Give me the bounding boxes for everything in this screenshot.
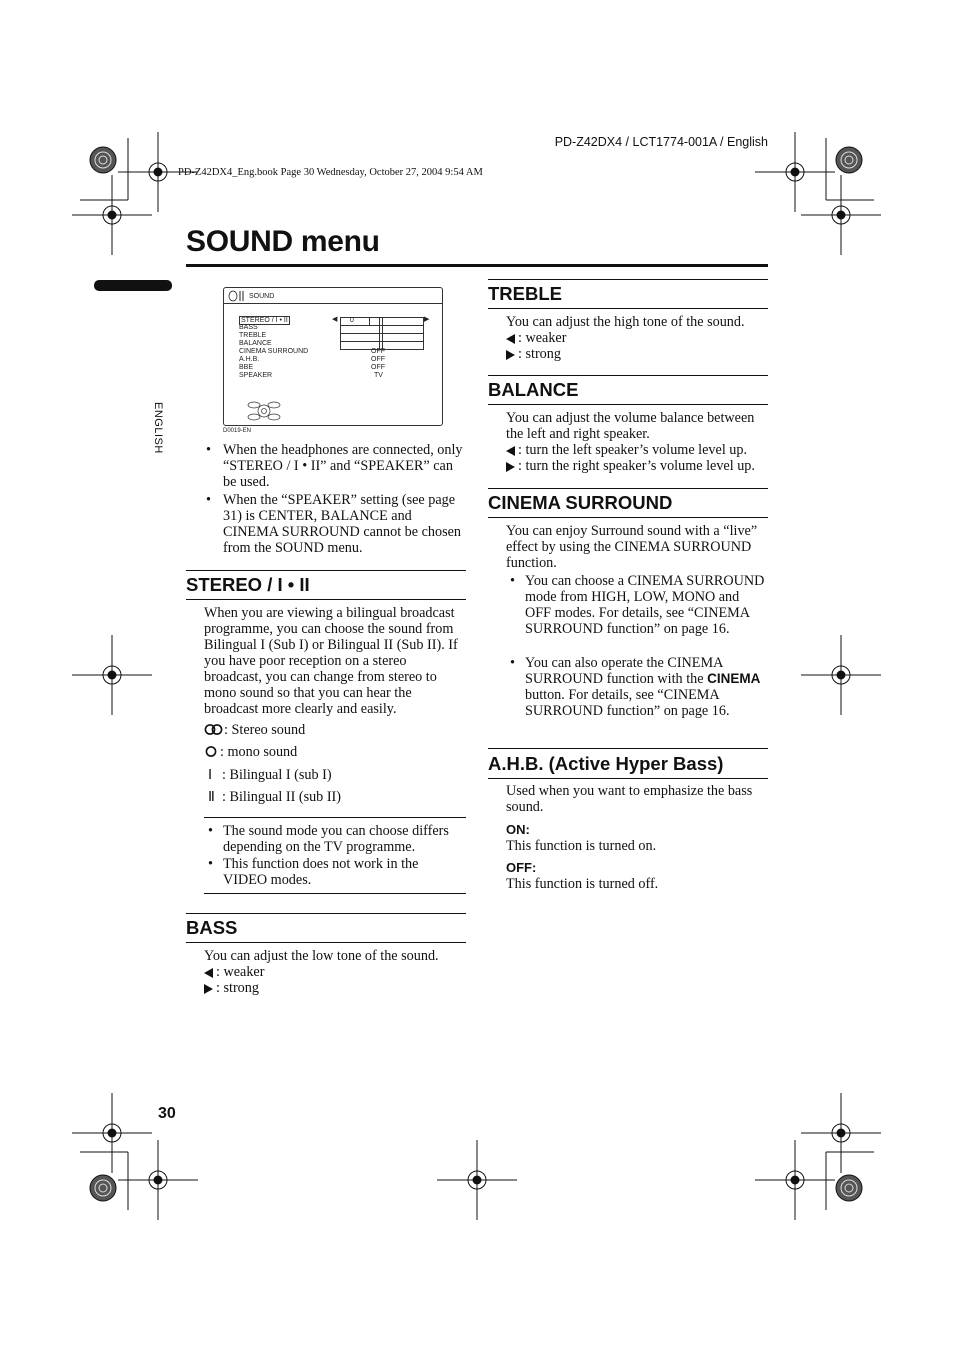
screen-value-zero: 0 (350, 317, 354, 324)
side-label: ENGLISH (152, 402, 164, 454)
title-rule (186, 264, 768, 267)
treble-body: You can adjust the high tone of the sound. (506, 314, 745, 330)
bilingual-2-row: Ⅱ : Bilingual II (sub II) (208, 789, 341, 805)
left-arrow-icon (506, 334, 515, 344)
bass-body: You can adjust the low tone of the sound. (204, 948, 439, 964)
section-rule (488, 778, 768, 779)
ahb-off-label: OFF: (506, 860, 537, 875)
ahb-on-text: This function is turned on. (506, 838, 657, 854)
screen-menu-name: SOUND (249, 293, 275, 300)
screen-item: TREBLE (239, 332, 267, 339)
section-rule (186, 913, 466, 914)
note-rule (204, 817, 466, 818)
stereo-icon (204, 724, 224, 735)
screen-item: CINEMA SURROUND (239, 348, 309, 355)
cinema-body: You can enjoy Surround sound with a “live” effect by using the CINEMA SURROUND function. (506, 523, 758, 571)
right-arrow-icon (506, 350, 515, 360)
bilingual-1-icon: Ⅰ (208, 767, 213, 783)
sound-icon (228, 290, 246, 302)
doc-code: PD-Z42DX4 / LCT1774-001A / English (554, 135, 768, 149)
balance-body: You can adjust the volume balance between the left and right speaker. (506, 410, 755, 442)
screen-value: OFF (371, 348, 385, 355)
ahb-on-label: ON: (506, 822, 530, 837)
stereo-mode-row: : Stereo sound (204, 722, 305, 738)
screen-header-rule (224, 303, 442, 304)
section-rule (186, 570, 466, 571)
mono-icon (204, 746, 220, 757)
section-rule (488, 279, 768, 280)
screen-item: BALANCE (239, 340, 272, 347)
balance-heading: BALANCE (488, 379, 579, 400)
page-title: SOUND menu (186, 225, 380, 258)
left-arrow-icon (204, 968, 213, 978)
ahb-body: Used when you want to emphasize the bass sound. (506, 783, 753, 815)
right-arrow-icon (204, 984, 213, 994)
balance-left: : turn the left speaker’s volume level up. (506, 442, 768, 458)
stereo-body: When you are viewing a bilingual broadcast programme, you can choose the sound from Bilingual I (Sub I) or Bilingual II (Sub II). If you have poor reception on a stereo broadcast, you can change from stereo to mono sound so that you can hear the broadcast more clearly and easily. (204, 605, 458, 717)
screen-item: STEREO / I • II (241, 317, 288, 324)
section-rule (488, 748, 768, 749)
sound-menu-screen (223, 287, 443, 426)
balance-right: : turn the right speaker’s volume level up. (506, 458, 768, 474)
screen-left-arrow: ◀ (332, 316, 338, 323)
section-rule (488, 488, 768, 489)
section-rule (186, 599, 466, 600)
bass-weaker: : weaker (204, 964, 264, 980)
bass-strong: : strong (204, 980, 259, 996)
page-number: 30 (158, 1105, 176, 1122)
bilingual-2-icon: Ⅱ (208, 789, 215, 805)
screen-value: OFF (371, 364, 385, 371)
screen-value: TV (374, 372, 383, 379)
screen-item: BBE (239, 364, 254, 371)
bass-heading: BASS (186, 917, 238, 938)
section-rule (488, 308, 768, 309)
screen-caption: D0019-EN (223, 428, 252, 434)
screen-right-arrow: ▶ (424, 316, 430, 323)
left-arrow-icon (506, 446, 515, 456)
screen-item: BASS (239, 324, 258, 331)
remote-navigation-icon (246, 400, 282, 422)
bilingual-1-row: Ⅰ : Bilingual I (sub I) (208, 767, 332, 783)
section-rule (488, 404, 768, 405)
mono-mode-row: : mono sound (204, 744, 297, 760)
screen-item: SPEAKER (239, 372, 273, 379)
treble-weaker: : weaker (506, 330, 566, 346)
ahb-heading: A.H.B. (Active Hyper Bass) (488, 753, 724, 774)
stereo-heading: STEREO / I • II (186, 574, 310, 595)
treble-heading: TREBLE (488, 283, 562, 304)
treble-strong: : strong (506, 346, 561, 362)
section-rule (488, 517, 768, 518)
screen-value: OFF (371, 356, 385, 363)
note-rule (204, 893, 466, 894)
cinema-heading: CINEMA SURROUND (488, 492, 673, 513)
book-stamp: PD-Z42DX4_Eng.book Page 30 Wednesday, October 27, 2004 9:54 AM (178, 167, 483, 178)
section-rule (488, 375, 768, 376)
ahb-off-text: This function is turned off. (506, 876, 659, 892)
right-arrow-icon (506, 462, 515, 472)
sidebar-tab-bar (94, 280, 172, 291)
cinema-button-label: CINEMA (707, 671, 761, 686)
screen-item: A.H.B. (239, 356, 260, 363)
section-rule (186, 942, 466, 943)
